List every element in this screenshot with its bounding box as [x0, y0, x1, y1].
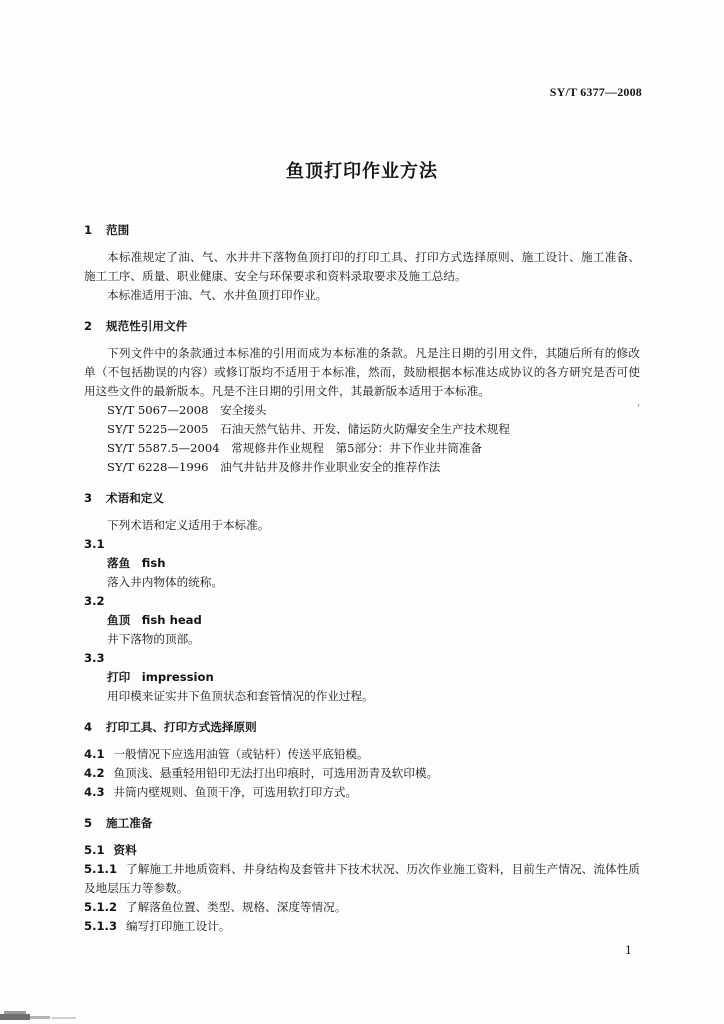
standard-number: SY/T 6377—2008 — [549, 85, 642, 99]
normative-reference: SY/T 5067—2008 安全接头 — [107, 403, 267, 417]
section-1-paragraph-1: 本标准规定了油、气、水井井下落物鱼顶打印的打印工具、打印方式选择原则、施工设计、施工准备、施工工序、质量、职业健康、安全与环保要求和资料录取要求及施工总结。 — [84, 250, 640, 283]
clause-number: 4.3 — [84, 785, 105, 799]
clause-text: 了解落鱼位置、类型、规格、深度等情况。 — [126, 900, 347, 914]
clause-text: 了解施工井地质资料、井身结构及套管井下技术状况、历次作业施工资料，目前生产情况、流体性质及地层压力等参数。 — [84, 862, 640, 895]
section-5-heading — [84, 815, 640, 831]
clause-text: 编写打印施工设计。 — [126, 919, 231, 933]
section-title: 打印工具、打印方式选择原则 — [106, 720, 257, 734]
normative-reference: SY/T 6228—1996 油气井钻井及修井作业职业安全的推荐作法 — [107, 460, 441, 474]
section-number: 5 — [84, 816, 93, 830]
scan-tick-mark: ˈ — [637, 404, 640, 415]
section-3-intro: 下列术语和定义适用于本标准。 — [107, 518, 270, 532]
clause-number: 5.1.2 — [84, 900, 118, 914]
clause — [84, 783, 640, 802]
clause-text: 井筒内壁规则、鱼顶干净，可选用软打印方式。 — [113, 785, 358, 799]
clause-number: 4.2 — [84, 766, 105, 780]
page-number: 1 — [625, 944, 632, 957]
section-number: 2 — [84, 319, 93, 333]
document-title: 鱼顶打印作业方法 — [286, 161, 438, 182]
normative-reference: SY/T 5587.5—2004 常规修井作业规程 第5部分：井下作业井筒准备 — [107, 441, 483, 455]
section-number: 1 — [84, 223, 93, 237]
section-number: 4 — [84, 720, 93, 734]
section-3-heading — [84, 490, 640, 506]
section-title: 规范性引用文件 — [106, 319, 188, 333]
term-number: 3.2 — [84, 594, 105, 608]
clause — [84, 917, 640, 936]
term-number: 3.3 — [84, 651, 105, 665]
clause-number: 4.1 — [84, 747, 105, 761]
clause — [84, 898, 640, 917]
clause — [84, 860, 640, 898]
section-4-heading — [84, 719, 640, 735]
document-body — [84, 222, 640, 936]
term-definition: 井下落物的顶部。 — [107, 632, 200, 646]
section-title: 施工准备 — [106, 816, 153, 830]
subsection-title: 资料 — [113, 843, 137, 857]
normative-reference: SY/T 5225—2005 石油天然气钻井、开发、储运防火防爆安全生产技术规程 — [107, 422, 510, 436]
clause — [84, 764, 640, 783]
clause-number: 5.1.3 — [84, 919, 118, 933]
clause-text: 鱼顶浅、悬重轻用铅印无法打出印痕时，可选用沥青及软印模。 — [113, 766, 439, 780]
subsection-heading — [84, 841, 640, 860]
subsection-number: 5.1 — [84, 843, 105, 857]
section-title: 术语和定义 — [106, 491, 164, 505]
clause — [84, 745, 640, 764]
section-1-heading — [84, 222, 640, 238]
clause-number: 5.1.1 — [84, 862, 118, 876]
term-name: 落鱼 fish — [107, 556, 166, 570]
term-definition: 落入井内物体的统称。 — [107, 575, 223, 589]
section-number: 3 — [84, 491, 93, 505]
term-number: 3.1 — [84, 537, 105, 551]
term-name: 鱼顶 fish head — [107, 613, 202, 627]
section-2-paragraph: 下列文件中的条款通过本标准的引用而成为本标准的条款。凡是注日期的引用文件，其随后所有的修改单（不包括勘误的内容）或修订版均不适用于本标准，然而，鼓励根据本标准达成协议的各方研究是否可使用这些文件的最新版本。凡是不注日期的引用文件，其最新版本适用于本标准。 — [84, 346, 640, 398]
section-2-heading — [84, 318, 640, 334]
term-name: 打印 impression — [107, 670, 214, 684]
scan-artifact-icon — [0, 1008, 80, 1022]
term-definition: 用印模来证实井下鱼顶状态和套管情况的作业过程。 — [107, 689, 374, 703]
section-1-paragraph-2: 本标准适用于油、气、水井鱼顶打印作业。 — [107, 288, 328, 302]
clause-text: 一般情况下应选用油管（或钻杆）传送平底铅模。 — [113, 747, 369, 761]
section-title: 范围 — [106, 223, 130, 237]
